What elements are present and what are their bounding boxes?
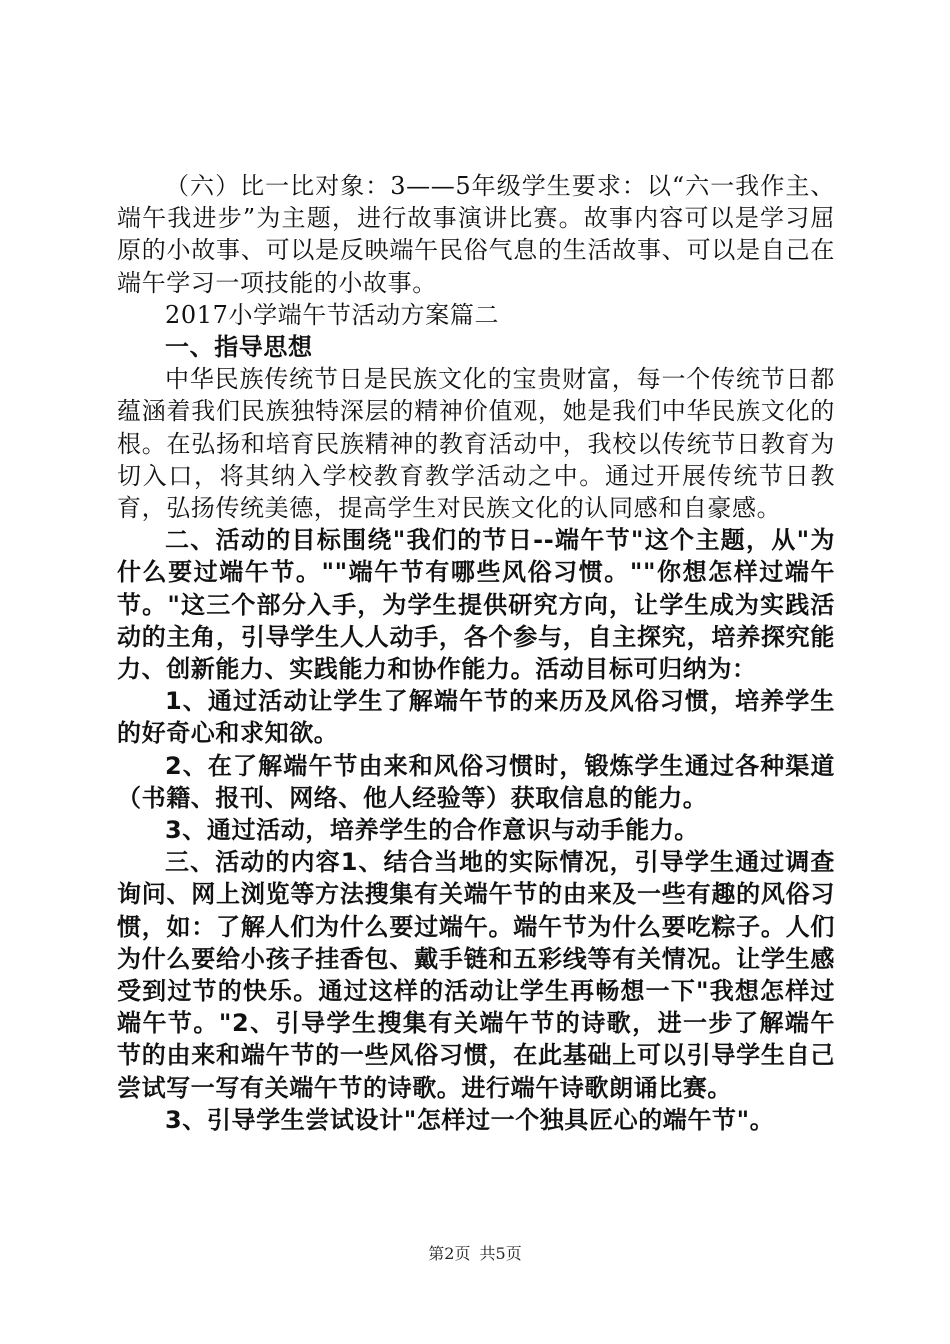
page-number: 第2页 xyxy=(428,1244,471,1263)
section-title-plan-two: 2017小学端午节活动方案篇二 xyxy=(165,300,500,329)
paragraph-guiding-ideology: 中华民族传统节日是民族文化的宝贵财富，每一个传统节日都蕴涵着我们民族独特深层的精神价值观，她是我们中华民族文化的根。在弘扬和培育民族精神的教育活动中，我校以传统节日教育为切入口，将其纳入学校教育教学活动之中。通过开展传统节日教育，弘扬传统美德，提高学生对民族文化的认同感和自豪感。 xyxy=(117,365,835,523)
content-item-3: 3、引导学生尝试设计"怎样过一个独具匠心的端午节"。 xyxy=(165,1105,775,1134)
heading-guiding-ideology: 一、指导思想 xyxy=(165,333,313,362)
paragraph-activity-content: 三、活动的内容1、结合当地的实际情况，引导学生通过调查询问、网上浏览等方法搜集有关端午节的由来及一些有趣的风俗习惯，如：了解人们为什么要过端午。端午节为什么要吃粽子。人们为什么要给小孩子挂香包、戴手链和五彩线等有关情况。让学生感受到过节的快乐。通过这样的活动让学生再畅想一下"我想怎样过端午节。"2、引导学生搜集有关端午节的诗歌，进一步了解端午节的由来和端午节的一些风俗习惯，在此基础上可以引导学生自己尝试写一写有关端午节的诗歌。进行端午诗歌朗诵比赛。 xyxy=(117,848,835,1102)
page-footer xyxy=(0,1241,950,1264)
page-total: 共5页 xyxy=(479,1244,522,1263)
goal-item-3: 3、通过活动，培养学生的合作意识与动手能力。 xyxy=(165,816,699,845)
paragraph-storytelling-contest: （六）比一比对象：3——5年级学生要求：以“六一我作主、端午我进步”为主题，进行故事演讲比赛。故事内容可以是学习屈原的小故事、可以是反映端午民俗气息的生活故事、可以是自己在端午学习一项技能的小故事。 xyxy=(117,172,835,297)
paragraph-activity-goals: 二、活动的目标围绕"我们的节日--端午节"这个主题，从"为什么要过端午节。""端午节有哪些风俗习惯。""你想怎样过端午节。"这三个部分入手，为学生提供研究方向，让学生成为实践活动的主角，引导学生人人动手，各个参与，自主探究，培养探究能力、创新能力、实践能力和协作能力。活动目标可归纳为： xyxy=(117,526,835,684)
goal-item-2: 2、在了解端午节由来和风俗习惯时，锻炼学生通过各种渠道（书籍、报刊、网络、他人经验等）获取信息的能力。 xyxy=(117,751,835,812)
goal-item-1: 1、通过活动让学生了解端午节的来历及风俗习惯，培养学生的好奇心和求知欲。 xyxy=(117,687,835,748)
document-body xyxy=(117,170,835,1136)
